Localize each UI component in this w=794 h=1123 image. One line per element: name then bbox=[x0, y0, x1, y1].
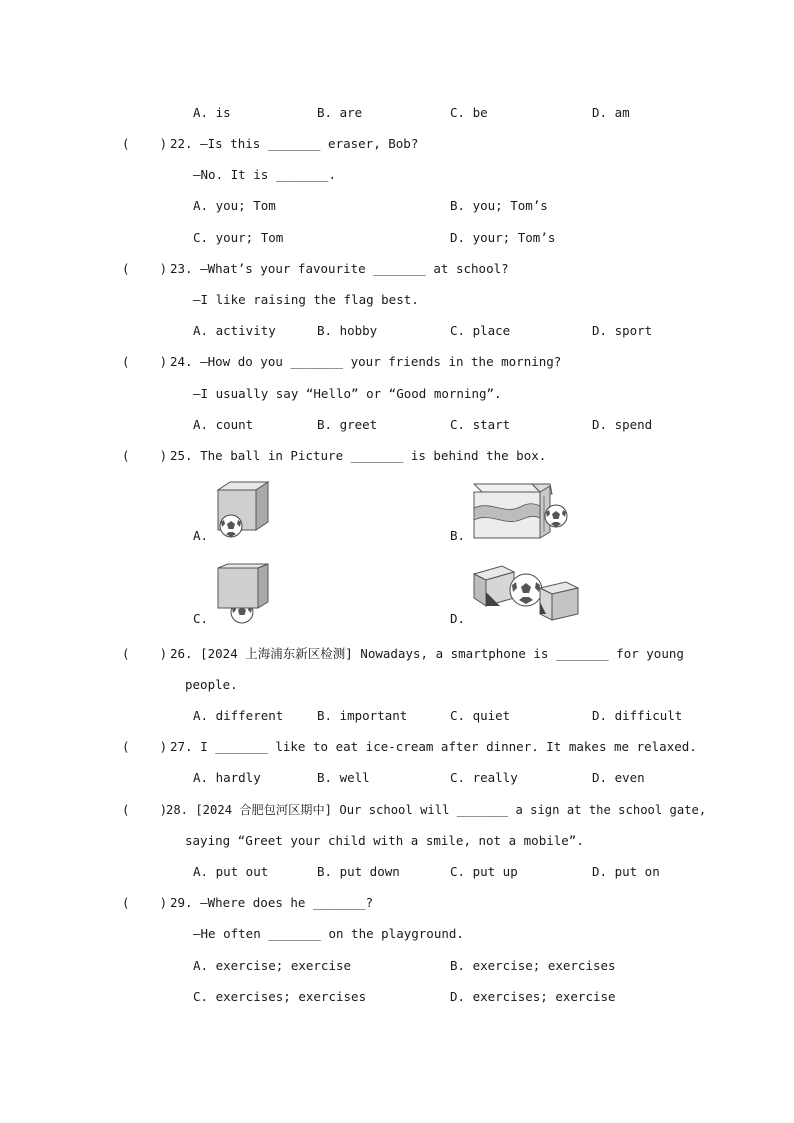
q26-stem: 26. [2024 上海浦东新区检测] Nowadays, a smartphone is _______ for young bbox=[170, 646, 684, 661]
q24-line2: —I usually say “Hello” or “Good morning”. bbox=[193, 386, 502, 401]
q21-option-b[interactable]: B. are bbox=[317, 105, 363, 120]
q25-option-b[interactable]: B. bbox=[450, 528, 466, 543]
q23-option-c[interactable]: C. place bbox=[450, 323, 511, 338]
q29-option-a[interactable]: A. exercise; exercise bbox=[193, 958, 352, 973]
q26-option-c[interactable]: C. quiet bbox=[450, 708, 511, 723]
q27-option-a[interactable]: A. hardly bbox=[193, 770, 261, 785]
q21-option-a[interactable]: A. is bbox=[193, 105, 231, 120]
q23-option-a[interactable]: A. activity bbox=[193, 323, 276, 338]
q28-option-d[interactable]: D. put on bbox=[592, 864, 660, 879]
q24-option-c[interactable]: C. start bbox=[450, 417, 511, 432]
q27-option-d[interactable]: D. even bbox=[592, 770, 645, 785]
q27-option-c[interactable]: C. really bbox=[450, 770, 518, 785]
q25-option-a[interactable]: A. bbox=[193, 528, 209, 543]
q26-answer-blank[interactable]: ( ) bbox=[122, 646, 168, 661]
q28-stem: 28. [2024 合肥包河区期中] Our school will _______ a sign at the school gate, bbox=[166, 803, 707, 817]
q29-option-c[interactable]: C. exercises; exercises bbox=[193, 989, 367, 1004]
q22-stem: 22. —Is this _______ eraser, Bob? bbox=[170, 136, 419, 151]
q27-answer-blank[interactable]: ( ) bbox=[122, 739, 168, 754]
q25-option-d[interactable]: D. bbox=[450, 611, 466, 626]
q21-option-c[interactable]: C. be bbox=[450, 105, 488, 120]
q28-option-b[interactable]: B. put down bbox=[317, 864, 400, 879]
q21-option-d[interactable]: D. am bbox=[592, 105, 630, 120]
q23-stem: 23. —What’s your favourite _______ at school? bbox=[170, 261, 509, 276]
q22-option-c[interactable]: C. your; Tom bbox=[193, 230, 284, 245]
q26-option-a[interactable]: A. different bbox=[193, 708, 284, 723]
q22-line2: —No. It is _______. bbox=[193, 167, 336, 182]
q27-stem: 27. I _______ like to eat ice-cream after dinner. It makes me relaxed. bbox=[170, 739, 697, 754]
q25-answer-blank[interactable]: ( ) bbox=[122, 448, 168, 463]
q23-line2: —I like raising the flag best. bbox=[193, 292, 419, 307]
q29-answer-blank[interactable]: ( ) bbox=[122, 895, 168, 910]
q24-option-a[interactable]: A. count bbox=[193, 417, 254, 432]
q22-option-b[interactable]: B. you; Tom’s bbox=[450, 198, 548, 213]
q22-answer-blank[interactable]: ( ) bbox=[122, 136, 168, 151]
q29-option-b[interactable]: B. exercise; exercises bbox=[450, 958, 616, 973]
q22-option-d[interactable]: D. your; Tom’s bbox=[450, 230, 556, 245]
q28-option-c[interactable]: C. put up bbox=[450, 864, 518, 879]
picture-a-ball-in-front-of-box-icon[interactable] bbox=[212, 480, 274, 540]
q26-line2: people. bbox=[185, 677, 238, 692]
q27-option-b[interactable]: B. well bbox=[317, 770, 370, 785]
q23-option-d[interactable]: D. sport bbox=[592, 323, 653, 338]
q24-option-d[interactable]: D. spend bbox=[592, 417, 653, 432]
picture-d-ball-between-boxes-icon[interactable] bbox=[470, 562, 584, 624]
q28-answer-blank[interactable]: ( ) bbox=[122, 802, 168, 817]
q29-option-d[interactable]: D. exercises; exercise bbox=[450, 989, 616, 1004]
q24-option-b[interactable]: B. greet bbox=[317, 417, 378, 432]
q23-option-b[interactable]: B. hobby bbox=[317, 323, 378, 338]
q28-line2: saying “Greet your child with a smile, not a mobile”. bbox=[185, 833, 584, 848]
q28-option-a[interactable]: A. put out bbox=[193, 864, 269, 879]
q26-option-d[interactable]: D. difficult bbox=[592, 708, 683, 723]
q23-answer-blank[interactable]: ( ) bbox=[122, 261, 168, 276]
q24-answer-blank[interactable]: ( ) bbox=[122, 354, 168, 369]
q22-option-a[interactable]: A. you; Tom bbox=[193, 198, 276, 213]
q24-stem: 24. —How do you _______ your friends in the morning? bbox=[170, 354, 562, 369]
picture-c-ball-under-box-icon[interactable] bbox=[212, 562, 274, 624]
q29-line2: —He often _______ on the playground. bbox=[193, 926, 464, 941]
picture-b-ball-beside-open-box-icon[interactable] bbox=[470, 478, 570, 542]
q25-stem: 25. The ball in Picture _______ is behind the box. bbox=[170, 448, 547, 463]
q25-option-c[interactable]: C. bbox=[193, 611, 209, 626]
q29-stem: 29. —Where does he _______? bbox=[170, 895, 374, 910]
q26-option-b[interactable]: B. important bbox=[317, 708, 408, 723]
